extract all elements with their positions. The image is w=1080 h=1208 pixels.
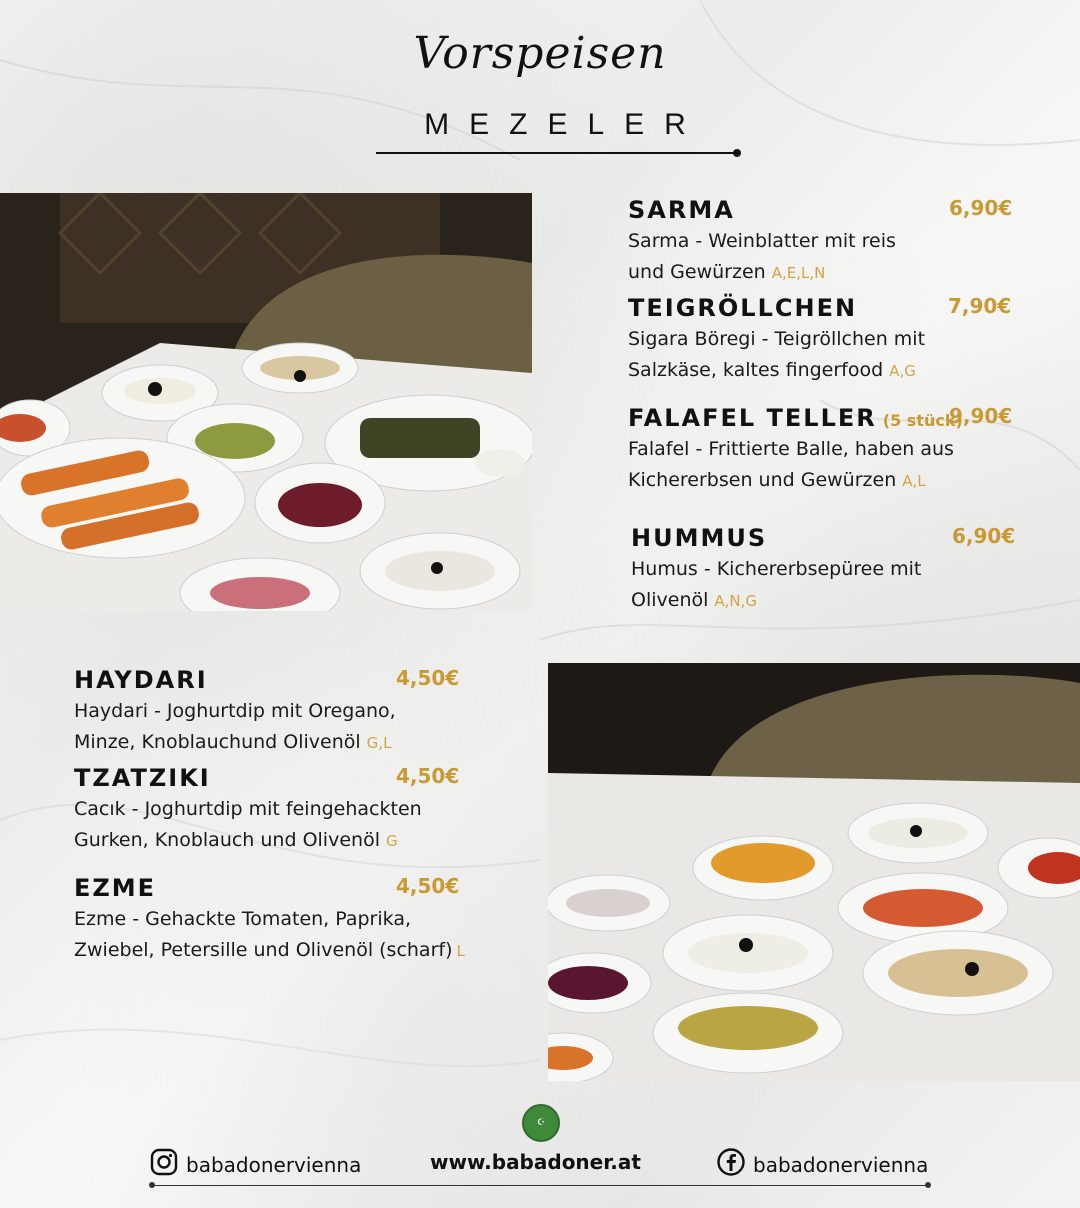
item-name: TEIGRÖLLCHEN (628, 294, 858, 322)
item-description: Haydari - Joghurtdip mit Oregano, Minze, Knoblauchund Olivenöl G,L (74, 700, 396, 753)
item-description: Ezme - Gehackte Tomaten, Paprika, Zwiebel, Petersille und Olivenöl (scharf) L (74, 908, 465, 961)
menu-item-sarma (628, 196, 1013, 289)
item-description: Humus - Kichererbsepüree mit Olivenöl A,N,G (631, 558, 922, 611)
menu-item-ezme (74, 874, 504, 967)
footer-divider (152, 1185, 928, 1186)
allergen-codes: G (385, 832, 398, 850)
instagram-handle: babadonervienna (186, 1152, 362, 1177)
facebook-icon (717, 1148, 745, 1181)
facebook-link[interactable] (717, 1148, 928, 1181)
page-title: MEZELER (424, 108, 706, 141)
allergen-codes: A,N,G (714, 592, 758, 610)
website-link[interactable]: www.babadoner.at (430, 1150, 641, 1174)
item-price: 6,90€ (952, 524, 1016, 548)
script-heading: Vorspeisen (413, 28, 667, 79)
item-name: TZATZIKI (74, 764, 211, 792)
allergen-codes: G,L (366, 734, 392, 752)
item-name: EZME (74, 874, 157, 902)
menu-item-teigroellchen (628, 294, 1013, 387)
menu-item-haydari (74, 666, 494, 759)
allergen-codes: L (456, 942, 465, 960)
facebook-handle: babadonervienna (753, 1152, 929, 1177)
title-divider (376, 152, 736, 154)
item-description: Sarma - Weinblatter mit reis und Gewürzen A,E,L,N (628, 230, 896, 283)
menu-item-tzatziki (74, 764, 494, 857)
item-name: HUMMUS (631, 524, 768, 552)
footer-divider-dot-left (149, 1182, 155, 1188)
allergen-codes: A,E,L,N (771, 264, 826, 282)
item-price: 4,50€ (396, 764, 460, 788)
item-name: FALAFEL TELLER (5 stück) (628, 404, 963, 432)
mezze-photo-top (0, 193, 532, 611)
item-description: Sigara Böregi - Teigröllchen mit Salzkäse, kaltes fingerfood A,G (628, 328, 926, 381)
item-quantity: (5 stück) (882, 411, 963, 430)
mezze-photo-bottom (548, 663, 1080, 1081)
item-description: Cacık - Joghurtdip mit feingehackten Gurken, Knoblauch und Olivenöl G (74, 798, 422, 851)
title-divider-dot (733, 149, 741, 157)
allergen-codes: A,G (889, 362, 916, 380)
item-price: 4,50€ (396, 874, 460, 898)
item-description: Falafel - Frittierte Balle, haben aus Kichererbsen und Gewürzen A,L (628, 438, 954, 491)
item-name: HAYDARI (74, 666, 208, 694)
item-price: 7,90€ (948, 294, 1012, 318)
menu-item-hummus (631, 524, 1016, 617)
item-price: 4,50€ (396, 666, 460, 690)
footer (0, 1140, 1080, 1190)
item-name: SARMA (628, 196, 735, 224)
instagram-icon (150, 1148, 178, 1181)
allergen-codes: A,L (902, 472, 926, 490)
menu-item-falafel-teller (628, 404, 1013, 497)
instagram-link[interactable] (150, 1148, 361, 1181)
halal-badge-icon: ☪ (522, 1104, 560, 1142)
item-price: 6,90€ (949, 196, 1013, 220)
footer-divider-dot-right (925, 1182, 931, 1188)
item-price: 9,90€ (949, 404, 1013, 428)
